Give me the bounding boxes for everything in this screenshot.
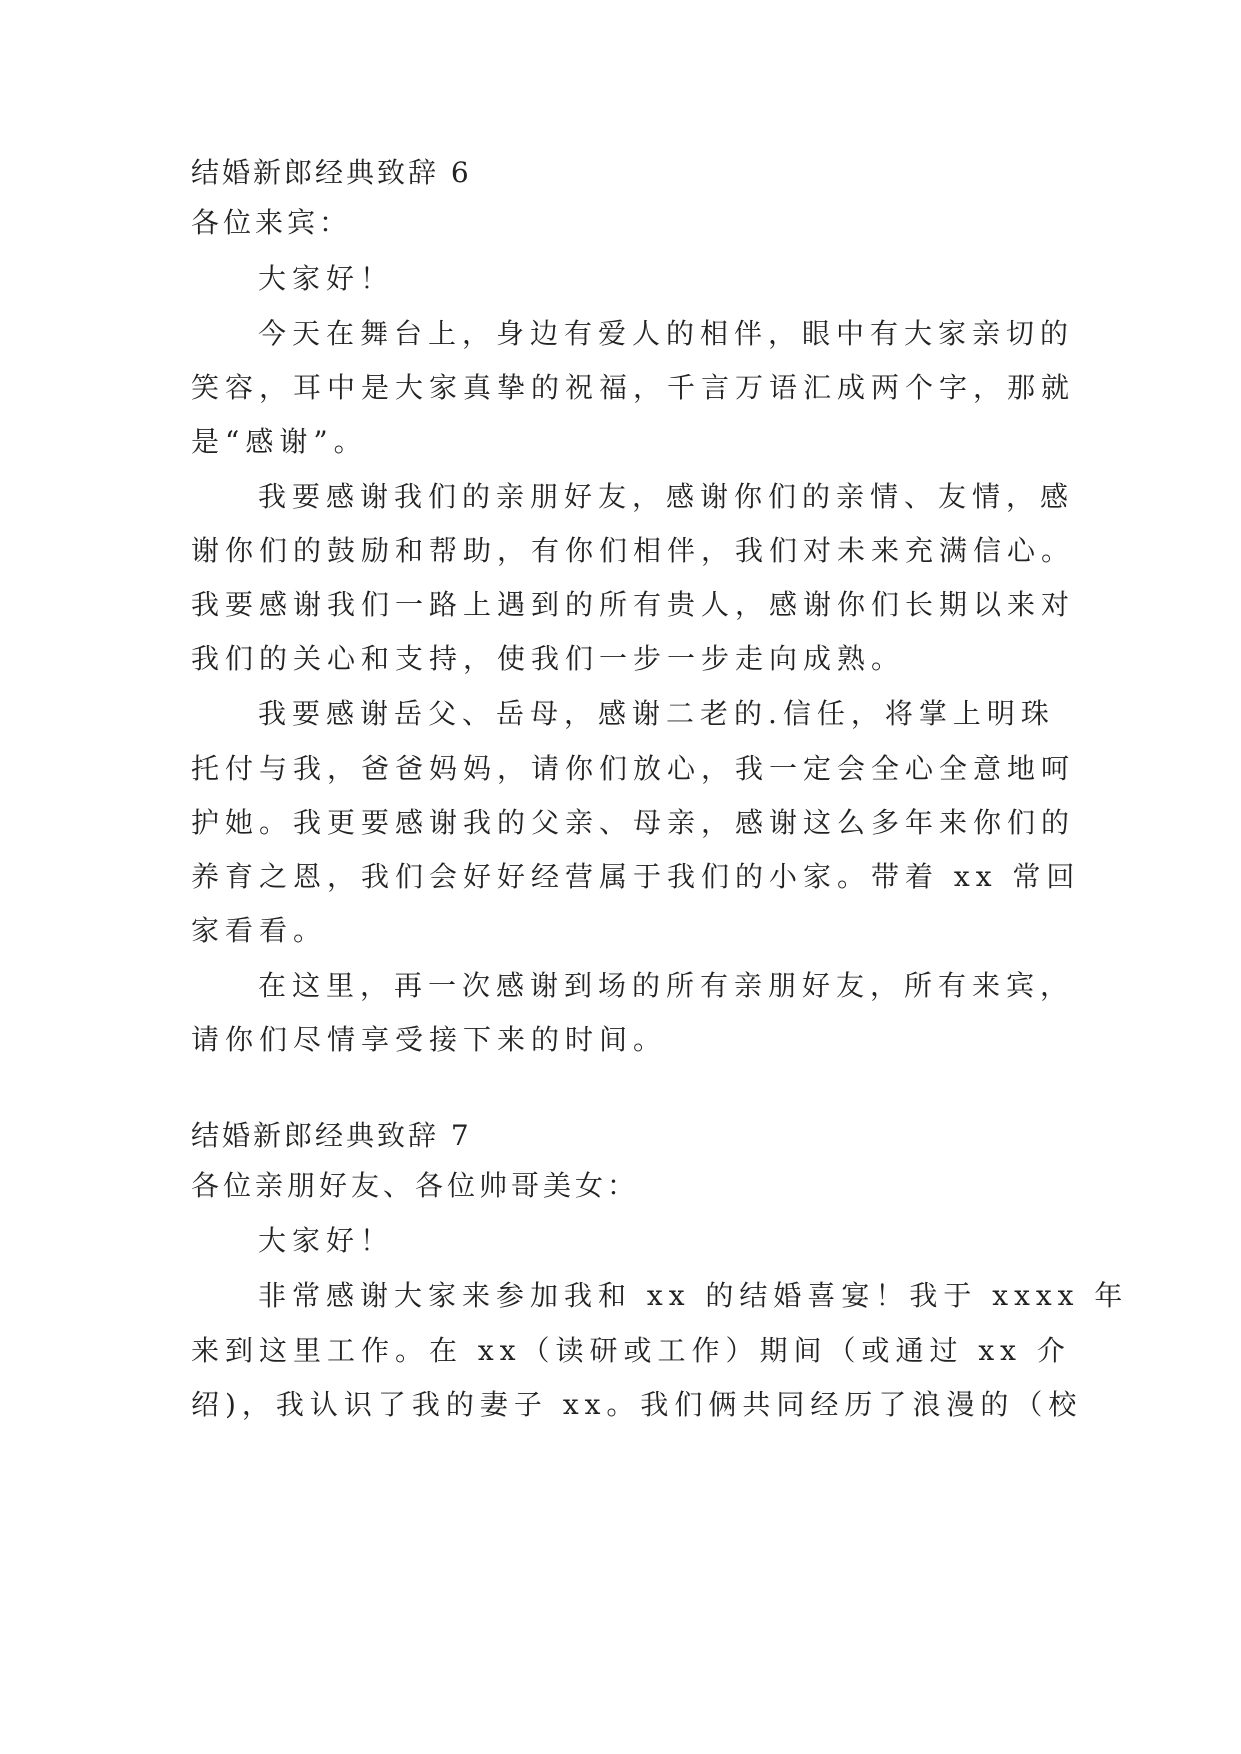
section-6-p2-line-1: 我要感谢我们的亲朋好友，感谢你们的亲情、友情，感 bbox=[258, 480, 1075, 513]
section-6-p3-line-1: 我要感谢岳父、岳母，感谢二老的.信任，将掌上明珠 bbox=[258, 697, 1055, 730]
section-6-p1-line-1: 今天在舞台上，身边有爱人的相伴，眼中有大家亲切的 bbox=[258, 317, 1075, 350]
section-7-p1-line-3: 绍)，我认识了我的妻子 xx。我们俩共同经历了浪漫的（校 bbox=[191, 1388, 1083, 1421]
section-6-greeting: 大家好！ bbox=[258, 262, 395, 295]
section-6-p4-line-1: 在这里，再一次感谢到场的所有亲朋好友，所有来宾， bbox=[258, 969, 1075, 1002]
section-6-p3-line-4: 养育之恩，我们会好好经营属于我们的小家。带着 xx 常回 bbox=[191, 860, 1081, 893]
section-6-p3-line-3: 护她。我更要感谢我的父亲、母亲，感谢这么多年来你们的 bbox=[191, 806, 1076, 839]
section-6-salutation: 各位来宾： bbox=[191, 206, 352, 239]
section-7-title: 结婚新郎经典致辞 7 bbox=[191, 1119, 472, 1152]
section-7-greeting: 大家好！ bbox=[258, 1224, 395, 1257]
section-6-p3-line-2: 托付与我，爸爸妈妈，请你们放心，我一定会全心全意地呵 bbox=[191, 752, 1076, 785]
section-6-p2-line-2: 谢你们的鼓励和帮助，有你们相伴，我们对未来充满信心。 bbox=[191, 534, 1076, 567]
section-6-p1-line-2: 笑容，耳中是大家真挚的祝福，千言万语汇成两个字，那就 bbox=[191, 371, 1076, 404]
section-7-salutation: 各位亲朋好友、各位帅哥美女： bbox=[191, 1169, 640, 1202]
section-6-p3-line-5: 家看看。 bbox=[191, 914, 328, 947]
section-6-p2-line-3: 我要感谢我们一路上遇到的所有贵人，感谢你们长期以来对 bbox=[191, 588, 1076, 621]
section-7-p1-line-2: 来到这里工作。在 xx（读研或工作）期间（或通过 xx 介 bbox=[191, 1334, 1071, 1367]
section-6-p1-line-3: 是“感谢”。 bbox=[191, 425, 368, 458]
section-6-p2-line-4: 我们的关心和支持，使我们一步一步走向成熟。 bbox=[191, 642, 906, 675]
section-6-title: 结婚新郎经典致辞 6 bbox=[191, 156, 472, 189]
section-7-p1-line-1: 非常感谢大家来参加我和 xx 的结婚喜宴！我于 xxxx 年 bbox=[258, 1279, 1129, 1312]
section-6-p4-line-2: 请你们尽情享受接下来的时间。 bbox=[191, 1023, 668, 1056]
